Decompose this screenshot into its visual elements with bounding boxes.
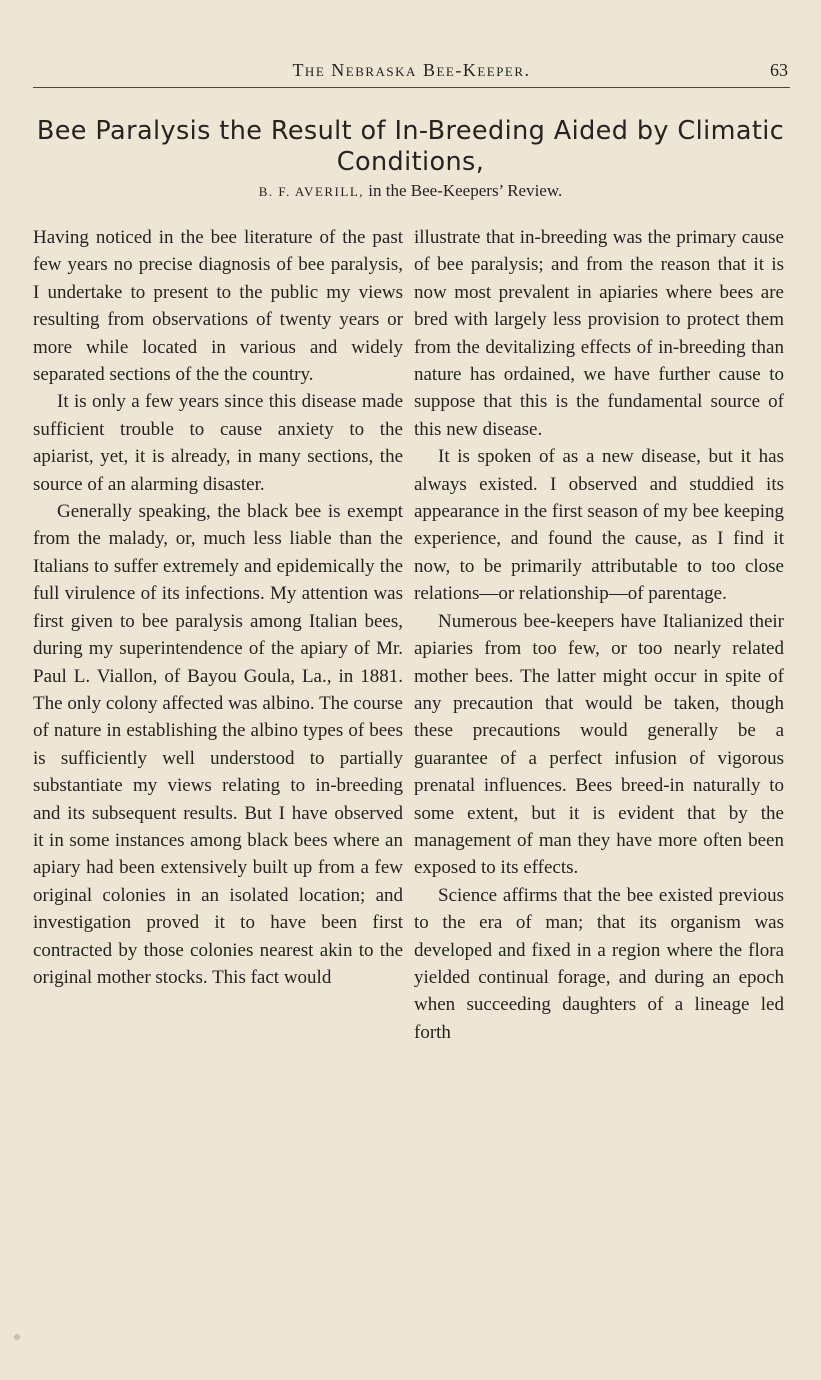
byline-author: B. F. AVERILL, [258,184,365,199]
left-column [33,224,403,1314]
byline-source: in the Bee-Keepers’ Review. [368,181,563,200]
right-column [414,224,784,1314]
paragraph: Science affirms that the bee existed previous to the era of man; that its organism was developed and fixed in a region where the flora yielded continual forage, and during an epoch when succeeding daughters of a lineage led forth [414,884,784,1043]
paragraph: Generally speaking, the black bee is exempt from the malady, or, much less liable than the Italians to suffer extremely and epidemically the full virulence of its infections. My attention was first given to bee paralysis among Italian bees, during my superintendence of the apiary of Mr. Paul L. Viallon, of Bayou Goula, La., in 1881. The only colony affected was albino. The course of nature in establishing the albino types of bees is sufficiently well understood to partially substantiate my views relating to in-breeding and its subsequent results. But I have observed it in some instances among black bees where an apiary had been extensively built up from a few original colonies in an isolated location; and investigation proved it to have been first contracted by those colonies nearest akin to the original mother stocks. This fact would [33,501,403,988]
running-header [33,60,790,86]
paragraph: It is spoken of as a new disease, but it has always existed. I observed and studdied its appearance in the first season of my bee keeping experience, and found the cause, as I find it now, to be primarily attributable to too close relations—or relationship—of parentage. [414,446,784,605]
paper-smudge [14,1334,20,1340]
article-title: Bee Paralysis the Result of In-Breeding Aided by Climatic Conditions, [36,116,785,177]
paragraph: Having noticed in the bee literature of the past few years no precise diagnosis of bee paralysis, I undertake to present to the public my views resulting from observations of twenty years or more while located in various and widely separated sections of the the country. [33,227,403,386]
paragraph: illustrate that in-breeding was the primary cause of bee paralysis; and from the reason that it is now most prevalent in apiaries where bees are bred with largely less provision to protect them from the devitalizing effects of in-breeding than nature has ordained, we have further cause to suppose that this is the fundamental source of this new disease. [414,227,784,440]
byline [20,181,801,201]
paragraph: Numerous bee-keepers have Italianized their apiaries from too few, or too nearly related mother bees. The latter might occur in spite of any precaution that would be taken, though these precautions would generally be a guarantee of a perfect infusion of vigorous prenatal influences. Bees breed-in naturally to some extent, but it is evident that by the management of man they have more often been exposed to its effects. [414,610,784,879]
page-number: 63 [770,60,788,80]
paragraph: It is only a few years since this disease made sufficient trouble to cause anxiety to the apiarist, yet, it is already, in many sections, the source of an alarming disaster. [33,391,403,495]
journal-title: The Nebraska Bee-Keeper. [292,60,531,80]
header-rule [33,87,790,88]
